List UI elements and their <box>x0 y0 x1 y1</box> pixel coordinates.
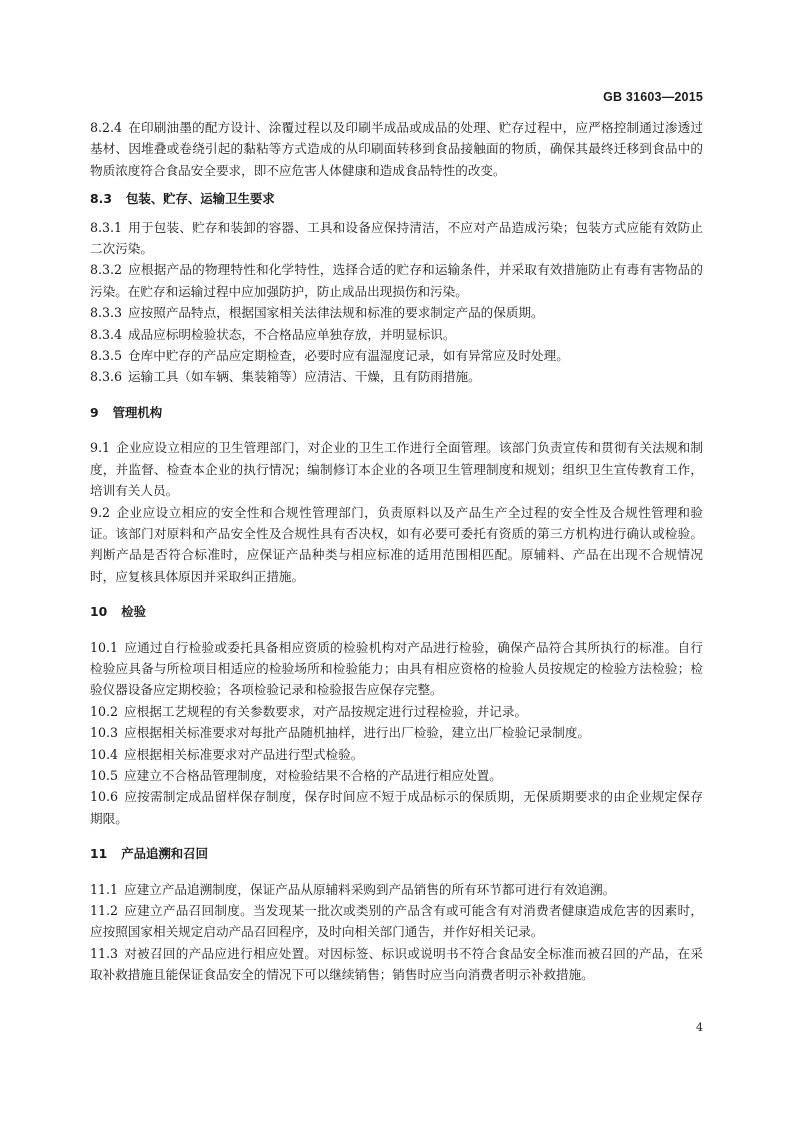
clause-text: 对被召回的产品应进行相应处置。对因标签、标识或说明书不符合食品安全标准而被召回的产品，在采取补救措施且能保证食品安全的情况下可以继续销售；销售时应当向消费者明示补救措施。 <box>90 945 703 983</box>
clause-8-3-6 <box>90 366 703 387</box>
clause-text: 用于包装、贮存和装卸的容器、工具和设备应保持清洁，不应对产品造成污染；包装方式应能有效防止二次污染。 <box>90 219 703 257</box>
clause-number: 8.3.6 <box>90 369 123 385</box>
clause-number: 8.3.1 <box>90 219 123 235</box>
chapter-number: 11 <box>90 846 108 862</box>
clause-number: 8.2.4 <box>90 120 123 135</box>
section-number: 8.3 <box>90 191 112 207</box>
chapter-title: 检验 <box>121 604 147 620</box>
clause-number: 9.2 <box>90 504 111 520</box>
clause-text: 应建立不合格品管理制度，对检验结果不合格的产品进行相应处置。 <box>124 767 502 783</box>
clause-text: 企业应设立相应的安全性和合规性管理部门，负责原料以及产品生产全过程的安全性及合规性管理和验证。该部门对原料和产品安全性及合规性具有否决权，如有必要可委托有资质的第三方机构进行确认或检验。判断产品是否符合标准时，应保证产品种类与相应标准的适用范围相匹配。原辅料、产品在出现不合规情况时，应复核具体原因并采取纠正措施。 <box>90 504 703 584</box>
clause-8-3-2 <box>90 259 703 302</box>
clause-number: 8.3.3 <box>90 305 123 321</box>
clause-text: 应通过自行检验或委托具备相应资质的检验机构对产品进行检验，确保产品符合其所执行的标准。自行检验应具备与所检项目相适应的检验场所和检验能力；由具有相应资格的检验人员按规定的检验方法检验；检验仪器设备应定期校验；各项检验记录和检验报告应保存完整。 <box>90 639 703 698</box>
clause-text: 在印刷油墨的配方设计、涂覆过程以及印刷半成品或成品的处理、贮存过程中，应严格控制通过渗透过基材、因堆叠或卷绕引起的黏粘等方式造成的从印刷面转移到食品接触面的物质，确保其最终迁移到食品中的物质浓度符合食品安全要求，即不应危害人体健康和造成食品特性的改变。 <box>90 120 703 178</box>
document-body <box>90 117 703 986</box>
clause-text: 应根据相关标准要求对每批产品随机抽样，进行出厂检验，建立出厂检验记录制度。 <box>124 725 591 741</box>
chapter-heading-9 <box>90 402 703 423</box>
clause-9-2 <box>90 502 703 588</box>
clause-number: 10.3 <box>90 725 119 741</box>
clause-number: 8.3.2 <box>90 262 123 278</box>
clause-text: 企业应设立相应的卫生管理部门，对企业的卫生工作进行全面管理。该部门负责宣传和贯彻有关法规和制度，并监督、检查本企业的执行情况；编制修订本企业的各项卫生管理制度和规划；组织卫生宣传教育工作，培训有关人员。 <box>90 440 703 499</box>
section-heading-8-3 <box>90 188 703 209</box>
clause-8-3-5 <box>90 345 703 366</box>
clause-text: 仓库中贮存的产品应定期检查，必要时应有温湿度记录，如有异常应及时处理。 <box>128 348 569 364</box>
clause-text: 运输工具（如车辆、集装箱等）应清洁、干燥，且有防雨措施。 <box>128 369 481 385</box>
standard-number: GB 31603—2015 <box>603 90 703 104</box>
clause-10-6 <box>90 786 703 829</box>
clause-10-3 <box>90 722 703 743</box>
clause-text: 成品应标明检验状态，不合格品应单独存放，并明显标识。 <box>128 326 456 342</box>
chapter-heading-11 <box>90 843 703 864</box>
clause-11-2 <box>90 900 703 943</box>
page-number: 4 <box>696 1021 703 1034</box>
clause-8-3-4 <box>90 324 703 345</box>
clause-10-5 <box>90 765 703 786</box>
section-title: 包装、贮存、运输卫生要求 <box>125 191 275 207</box>
clause-number: 10.2 <box>90 703 119 719</box>
clause-number: 10.5 <box>90 767 119 783</box>
clause-8-3-3 <box>90 302 703 323</box>
clause-number: 8.3.5 <box>90 348 123 364</box>
clause-text: 应建立产品追溯制度，保证产品从原辅料采购到产品销售的所有环节都可进行有效追溯。 <box>124 881 616 897</box>
chapter-number: 10 <box>90 604 108 620</box>
clause-number: 11.3 <box>90 945 119 961</box>
clause-11-1 <box>90 879 703 900</box>
clause-text: 应建立产品召回制度。当发现某一批次或类别的产品含有或可能含有对消费者健康造成危害的因素时，应按照国家相关规定启动产品召回程序，及时向相关部门通告，并作好相关记录。 <box>90 903 703 940</box>
clause-text: 应根据产品的物理特性和化学特性，选择合适的贮存和运输条件，并采取有效措施防止有毒有害物品的污染。在贮存和运输过程中应加强防护，防止成品出现损伤和污染。 <box>90 262 703 299</box>
clause-number: 10.4 <box>90 746 119 762</box>
clause-number: 11.1 <box>90 881 119 897</box>
clause-8-3-1 <box>90 217 703 260</box>
clause-10-2 <box>90 701 703 722</box>
chapter-heading-10 <box>90 601 703 622</box>
chapter-number: 9 <box>90 404 99 420</box>
clause-text: 应根据相关标准要求对产品进行型式检验。 <box>124 746 364 762</box>
clause-number: 8.3.4 <box>90 326 123 342</box>
chapter-title: 管理机构 <box>112 404 163 420</box>
clause-number: 9.1 <box>90 440 111 456</box>
clause-number: 10.6 <box>90 789 119 805</box>
clause-11-3 <box>90 943 703 986</box>
chapter-title: 产品追溯和召回 <box>121 846 208 862</box>
clause-number: 10.1 <box>90 639 119 655</box>
clause-8-2-4 <box>90 117 703 181</box>
clause-10-1 <box>90 637 703 701</box>
clause-10-4 <box>90 744 703 765</box>
clause-number: 11.2 <box>90 903 119 918</box>
clause-text: 应按照产品特点，根据国家相关法律法规和标准的要求制定产品的保质期。 <box>128 305 544 321</box>
clause-text: 应按需制定成品留样保存制度，保存时间应不短于成品标示的保质期，无保质期要求的由企业规定保存期限。 <box>90 789 703 826</box>
clause-text: 应根据工艺规程的有关参数要求，对产品按规定进行过程检验，并记录。 <box>124 703 528 719</box>
clause-9-1 <box>90 437 703 501</box>
